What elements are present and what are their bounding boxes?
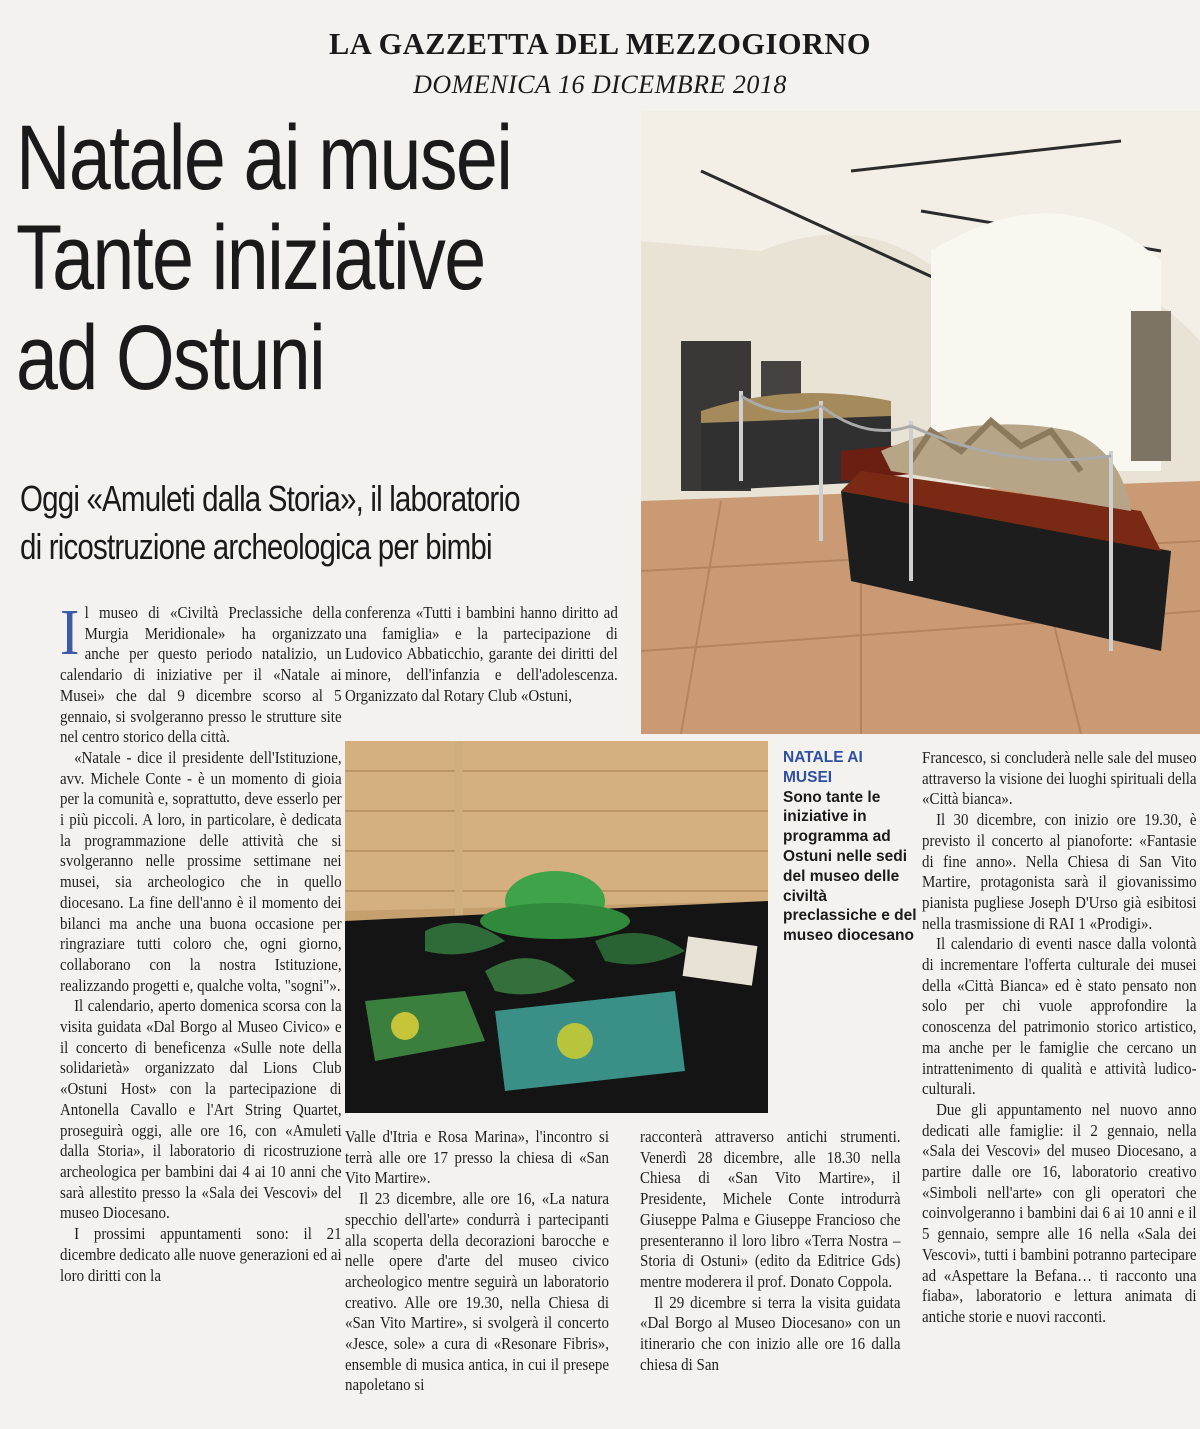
headline [16,108,541,408]
article-paragraph: conferenza «Tutti i bambini hanno diritto ad una famiglia» e la partecipazione di Ludovico Abbaticchio, garante dei diritti del minore, dell'infanzia e dell'adolescenza. Organizzato dal Rotary Club «Ostuni, [345,603,618,705]
caption-title [783,748,917,788]
workshop-table-photo [345,741,768,1113]
subheadline-line: di ricostruzione archeologica per bimbi [20,526,492,567]
article-paragraph [60,596,342,748]
article-paragraph: racconterà attraverso antichi strumenti. Venerdì 28 dicembre, alle 18.30 nella Chiesa di «San Vito Martire», il Presidente, Michele Conte introdurrà Giuseppe Palma e Giuseppe Francioso che presenteranno il loro libro «Terra Nostra – Storia di Ostuni» (edito da Editrice Gds) mentre moderera il prof. Donato Coppola. [640,1127,901,1291]
drop-cap: I [60,596,80,669]
article-paragraph: I prossimi appuntamenti sono: il 21 dicembre dedicato alle nuove generazioni ed ai loro diritti con la [60,1224,342,1285]
subheadline [20,475,610,571]
headline-line: Tante iniziative [16,207,485,309]
article-column-2-bottom [345,1127,609,1396]
article-paragraph: Il 23 dicembre, alle ore 16, «La natura specchio dell'arte» condurrà i partecipanti alla scoperta della decorazioni barocche e nelle opere d'arte del museo civico archeologico mentre seguirà un laboratorio creativo. Alle ore 19.30, nella Chiesa di «San Vito Martire», si svolgerà il concerto «Jesce, sole» a cura di «Resonare Fibris», ensemble di musica antica, in cui il presepe napoletano si [345,1189,609,1395]
article-paragraph: Il calendario di eventi nasce dalla volontà di incrementare l'offerta culturale dei musei della «Città Bianca» ed è stato pensato non solo per chi vuole approfondire la conoscenza del patrimonio storico artistico, ma anche per le famiglie che cercano un intrattenimento di qualità e attività ludico-culturali. [922,934,1197,1099]
photo-caption [783,748,917,946]
article-paragraph: «Natale - dice il presidente dell'Istituzione, avv. Michele Conte - è un momento di gioia per la comunità e, soprattutto, deve esserlo per i più piccoli. A loro, in particolare, è dedicata la programmazione delle attività che si svolgeranno nelle prossime settimane nei musei, sia archeologico che in quello diocesano. La fine dell'anno è il momento dei bilanci ma anche una buona occasione per ringraziare tutti coloro che, ogni giorno, collaborano con la nostra Istituzione, realizzando progetti e, qualche volta, "sogni"». [60,747,342,995]
article-column-2-top [345,603,618,707]
article-column-3 [640,1127,900,1375]
caption-title-line: MUSEI [783,768,833,786]
paragraph-text: l museo di «Civiltà Preclassiche della Murgia Meridionale» ha organizzato anche per questo periodo natalizio, un calendario di iniziative per il «Natale ai Musei» che dal 9 dicembre scorso al 5 gennaio, si svolgeranno presso le strutture site nel centro storico della città. [60,603,342,747]
headline-line: Natale ai musei [16,107,512,209]
dateline: DOMENICA 16 DICEMBRE 2018 [413,70,787,99]
article-paragraph: Il 29 dicembre si terra la visita guidata «Dal Borgo al Museo Diocesano» con un itinerario che con inizio alle ore 16 dalla chiesa di San [640,1292,901,1374]
caption-title-line: NATALE AI [783,749,863,766]
article-paragraph: Valle d'Itria e Rosa Marina», l'incontro si terrà alle ore 17 presso la chiesa di «San Vito Martire». [345,1127,609,1188]
article-column-4 [922,748,1197,1328]
masthead: LA GAZZETTA DEL MEZZOGIORNO [329,26,871,61]
caption-body: Sono tante le iniziative in programma ad Ostuni nelle sedi del museo delle civiltà preclassiche e del museo diocesano [783,788,917,945]
museum-hall-photo [641,111,1200,734]
article-paragraph: Il calendario, aperto domenica scorsa con la visita guidata «Dal Borgo al Museo Civico» e il concerto di beneficenza «Sulle note della solidarietà» organizzato dal Lions Club «Ostuni Host» con la partecipazione di Antonella Cavallo e l'Art String Quartet, proseguirà oggi, alle ore 16, con «Amuleti dalla Storia», il laboratorio di ricostruzione archeologica per bambini dai 4 ai 10 anni che sarà allestito presso la «Sala dei Vescovi» del museo Diocesano. [60,996,342,1223]
subheadline-line: Oggi «Amuleti dalla Storia», il laboratorio [20,478,520,519]
article-paragraph: Due gli appuntamento nel nuovo anno dedicati alle famiglie: il 2 gennaio, nella «Sala dei Vescovi» del museo Diocesano, a partire dalle ore 16, laboratorio creativo «Simboli nell'arte» con gli operatori che coinvolgeranno i bambini dai 6 ai 10 anni e il 5 gennaio, sempre alle 16 nella «Sala dei Vescovi», tutti i bambini potranno partecipare ad «Aspettare la Befana… ti racconto una fiaba», laboratorio e lettura animata di antiche storie e nuovi racconti. [922,1099,1197,1326]
headline-line: ad Ostuni [16,307,325,409]
article-column-1 [60,596,342,1286]
article-paragraph: Francesco, si concluderà nelle sale del museo attraverso la visione dei luoghi spirituali della «Città bianca». [922,748,1197,809]
article-paragraph: Il 30 dicembre, con inizio ore 19.30, è previsto il concerto al pianoforte: «Fantasie di fine anno». Nella Chiesa di San Vito Martire, protagonista sarà il giovanissimo pianista pugliese Joseph D'Urso già esibitosi nella trasmissione di RAI 1 «Prodigi». [922,810,1197,933]
